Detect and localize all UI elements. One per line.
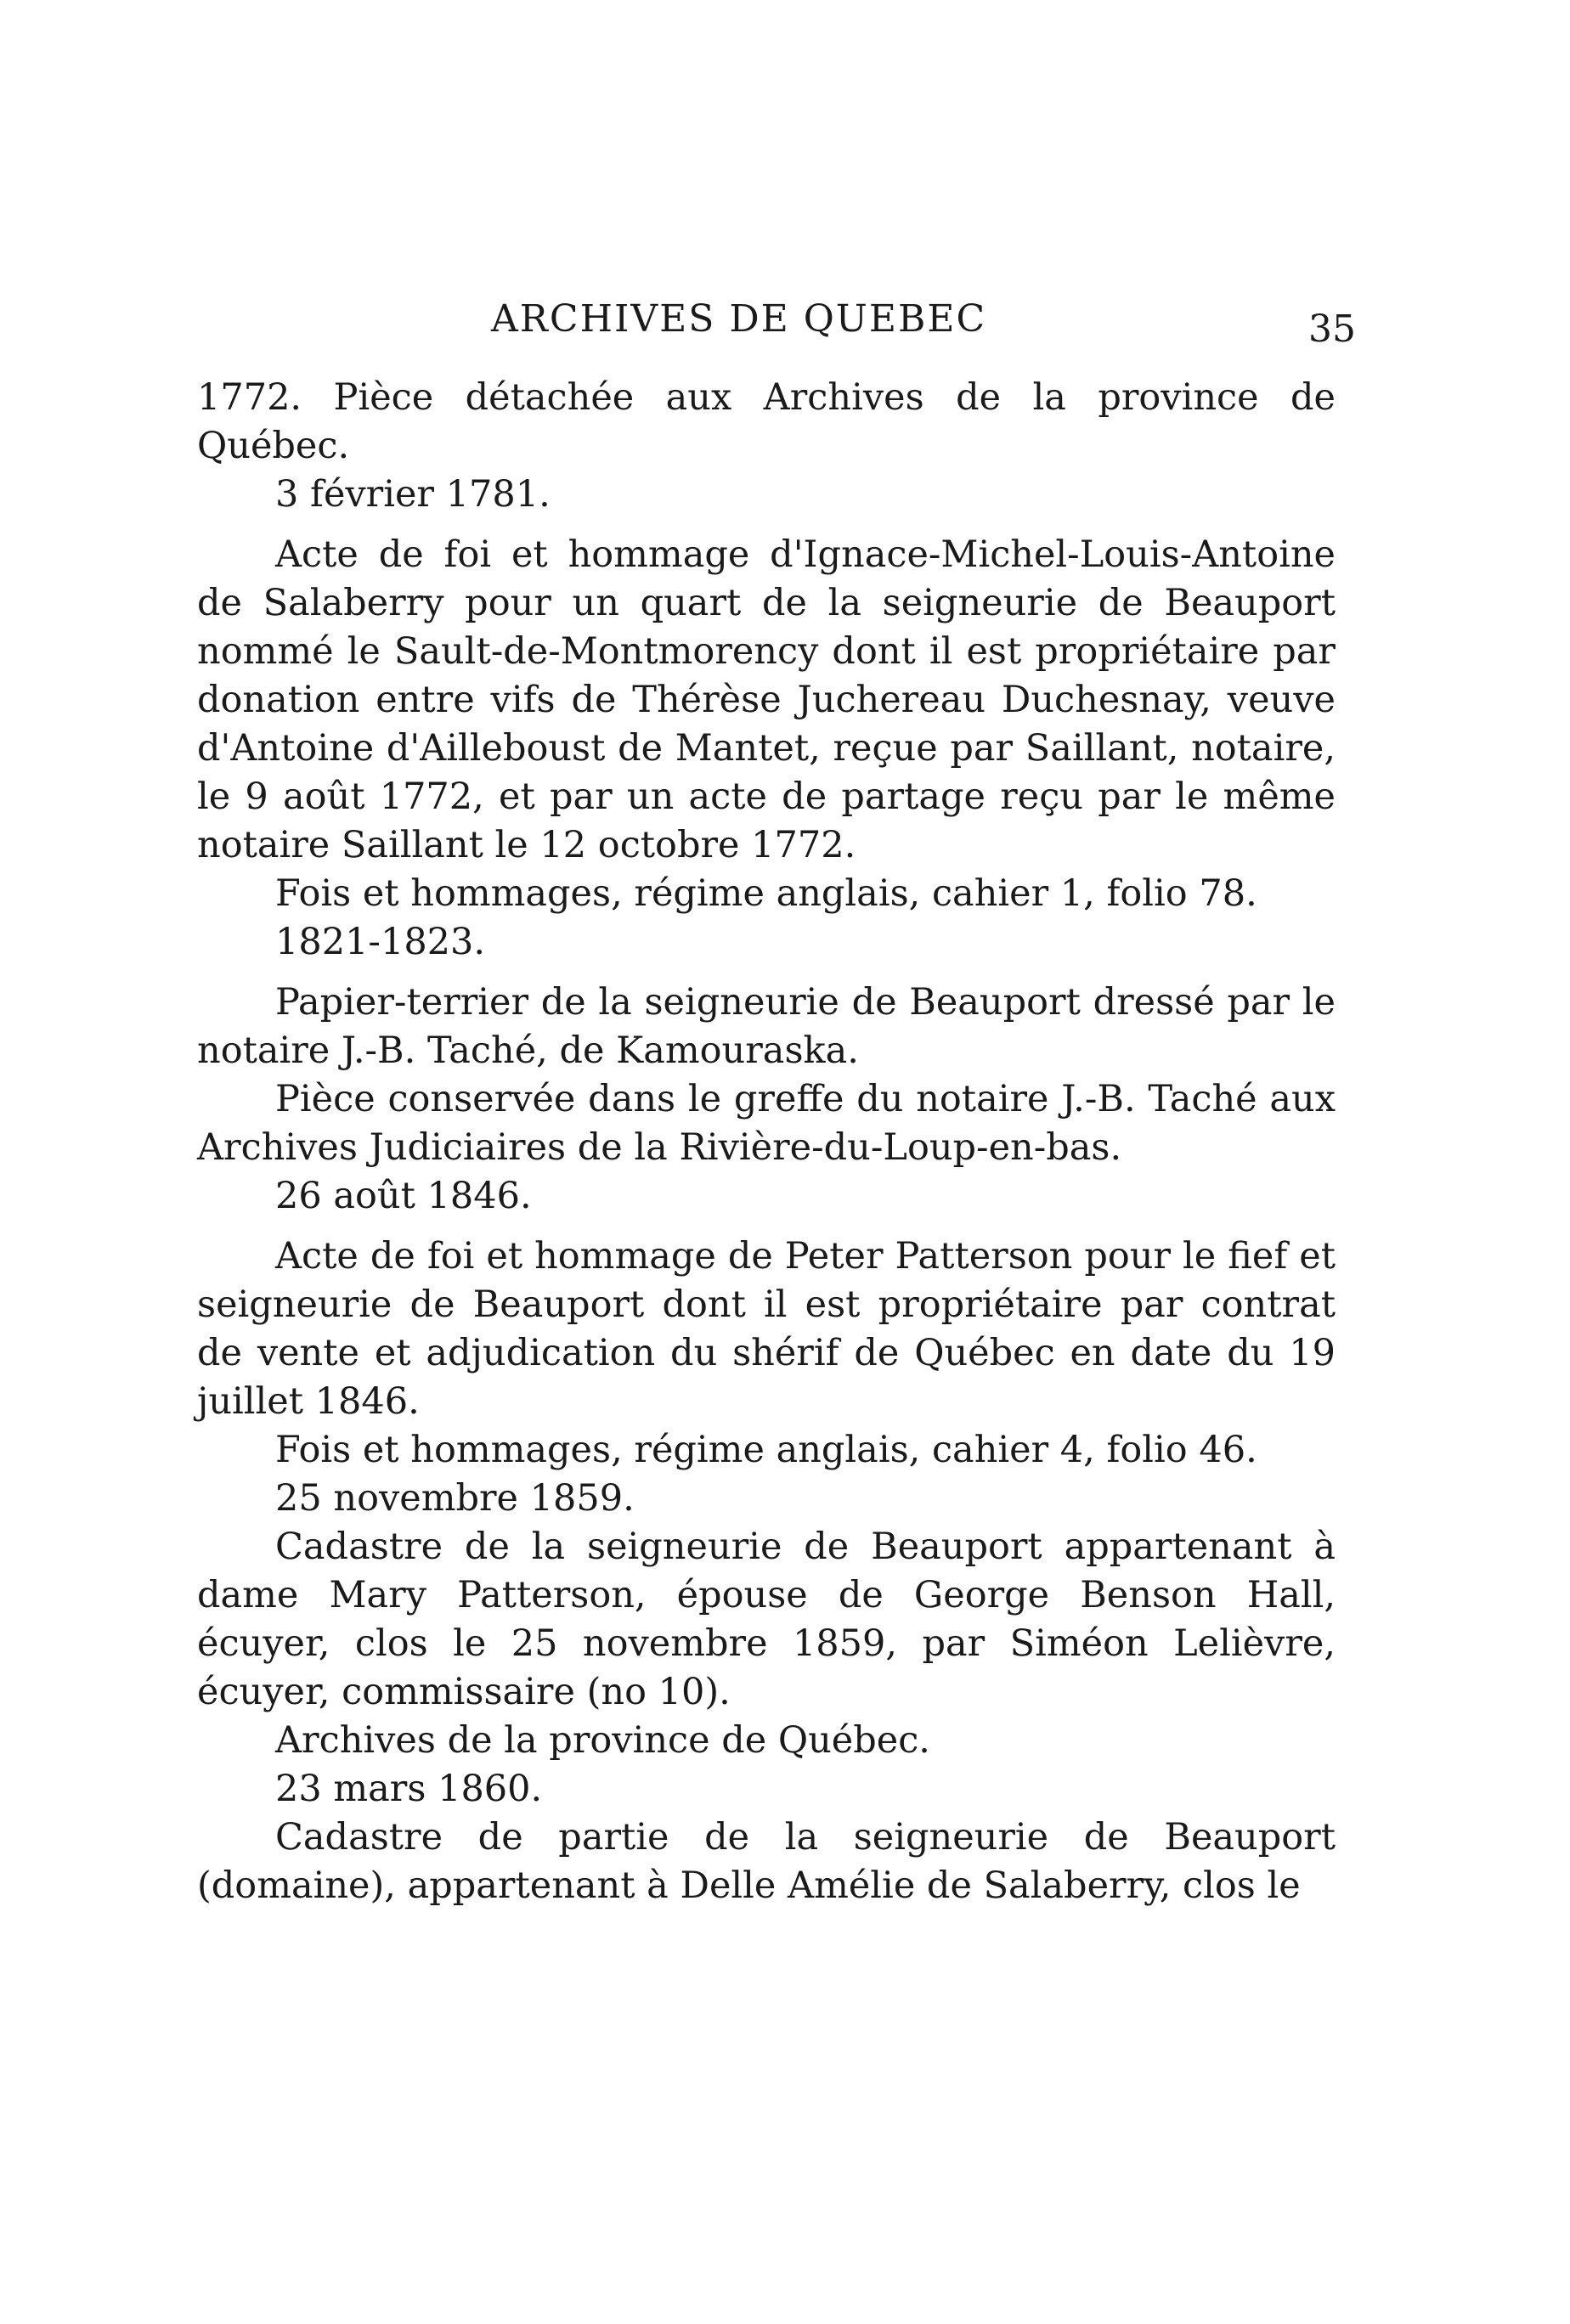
page-number: 35 xyxy=(1308,307,1356,351)
paragraph-reference: Archives de la province de Québec. xyxy=(275,1719,930,1762)
paragraph-acte-foi-1781: Acte de foi et hommage d'Ignace-Michel-Louis-Antoine de Salaberry pour un quart de la seigneurie de Beauport nommé le Sault-de-Montmorency dont il est propriétaire par donation entre vifs de Thérèse Juchereau Duchesnay, veuve d'Antoine d'Ailleboust de Mantet, reçue par Saillant, notaire, le 9 août 1772, et par un acte de partage reçu par le même notaire Saillant le 12 octobre 1772. xyxy=(197,533,1336,866)
date-heading: 3 février 1781. xyxy=(275,473,551,516)
paragraph-reference: Fois et hommages, régime anglais, cahier 4, folio 46. xyxy=(275,1429,1257,1471)
paragraph-papier-terrier: Papier-terrier de la seigneurie de Beauport dressé par le notaire J.-B. Taché, de Kamouraska. xyxy=(197,981,1336,1072)
paragraph-acte-foi-1846: Acte de foi et hommage de Peter Patterson pour le fief et seigneurie de Beauport dont il est propriétaire par contrat de vente et adjudication du shérif de Québec en date du 19 juillet 1846. xyxy=(197,1235,1336,1423)
date-heading: 26 août 1846. xyxy=(275,1175,532,1217)
running-title: ARCHIVES DE QUEBEC xyxy=(491,297,987,341)
date-heading: 23 mars 1860. xyxy=(275,1768,543,1810)
paragraph-cadastre-1859: Cadastre de la seigneurie de Beauport appartenant à dame Mary Patterson, épouse de George Benson Hall, écuyer, clos le 25 novembre 1859, par Siméon Lelièvre, écuyer, commissaire (no 10). xyxy=(197,1526,1336,1713)
paragraph-reference: Pièce conservée dans le greffe du notaire J.-B. Taché aux Archives Judiciaires de la Rivière-du-Loup-en-bas. xyxy=(197,1078,1336,1169)
paragraph-source-note: 1772. Pièce détachée aux Archives de la province de Québec. xyxy=(197,376,1336,467)
date-heading: 25 novembre 1859. xyxy=(275,1477,635,1520)
paragraph-cadastre-1860: Cadastre de partie de la seigneurie de Beauport (domaine), appartenant à Delle Amélie de Salaberry, clos le xyxy=(197,1816,1336,1907)
body-text xyxy=(197,374,1336,1910)
paragraph-reference: Fois et hommages, régime anglais, cahier 1, folio 78. xyxy=(275,872,1257,915)
date-heading: 1821-1823. xyxy=(275,921,486,963)
